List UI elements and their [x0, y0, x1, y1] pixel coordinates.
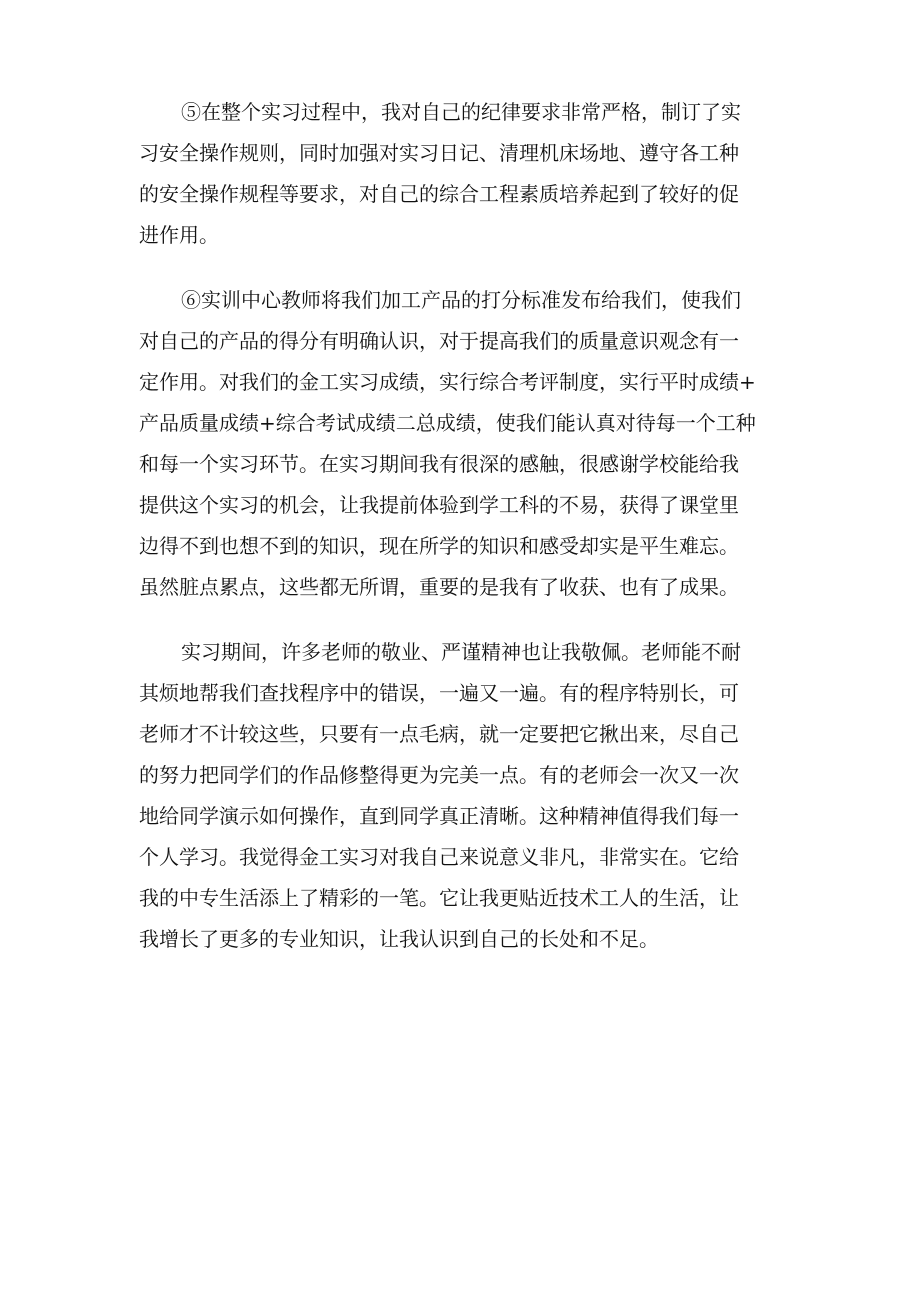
text-line: 进作用。 — [139, 223, 219, 247]
text-line: 其烦地帮我们查找程序中的错误，一遍又一遍。有的程序特别长，可 — [139, 681, 739, 705]
text-line: 的安全操作规程等要求，对自己的综合工程素质培养起到了较好的促 — [139, 182, 739, 206]
paragraph-internship-period — [139, 632, 789, 960]
text-line: 虽然脏点累点，这些都无所谓，重要的是我有了收获、也有了成果。 — [139, 575, 739, 599]
text-line: ⑥实训中心教师将我们加工产品的打分标准发布给我们，使我们 — [181, 288, 741, 312]
text-line: 个人学习。我觉得金工实习对我自己来说意义非凡，非常实在。它给 — [139, 845, 739, 869]
text-line: 的努力把同学们的作品修整得更为完美一点。有的老师会一次又一次 — [139, 763, 739, 787]
text-line: 定作用。对我们的金工实习成绩，实行综合考评制度，实行平时成绩+ — [139, 370, 756, 394]
text-line: 习安全操作规则，同时加强对实习日记、清理机床场地、遵守各工种 — [139, 141, 739, 165]
paragraph-5 — [139, 92, 789, 256]
text-line: 对自己的产品的得分有明确认识，对于提高我们的质量意识观念有一 — [139, 329, 739, 353]
text-line: 产品质量成绩+综合考试成绩二总成绩，使我们能认真对待每一个工种 — [139, 411, 756, 435]
text-line: 老师才不计较这些，只要有一点毛病，就一定要把它揪出来，尽自己 — [139, 722, 739, 746]
text-line: 边得不到也想不到的知识，现在所学的知识和感受却实是平生难忘。 — [139, 534, 739, 558]
text-line: 实习期间，许多老师的敬业、严谨精神也让我敬佩。老师能不耐 — [181, 640, 741, 664]
text-line: 我的中专生活添上了精彩的一笔。它让我更贴近技术工人的生活，让 — [139, 886, 739, 910]
document-body — [139, 92, 789, 951]
text-line: 提供这个实习的机会，让我提前体验到学工科的不易，获得了课堂里 — [139, 493, 739, 517]
text-line: ⑤在整个实习过程中，我对自己的纪律要求非常严格，制订了实 — [181, 100, 741, 124]
text-line: 我增长了更多的专业知识，让我认识到自己的长处和不足。 — [139, 927, 659, 951]
text-line: 地给同学演示如何操作，直到同学真正清晰。这种精神值得我们每一 — [139, 804, 739, 828]
paragraph-6 — [139, 280, 789, 608]
text-line: 和每一个实习环节。在实习期间我有很深的感触，很感谢学校能给我 — [139, 452, 739, 476]
